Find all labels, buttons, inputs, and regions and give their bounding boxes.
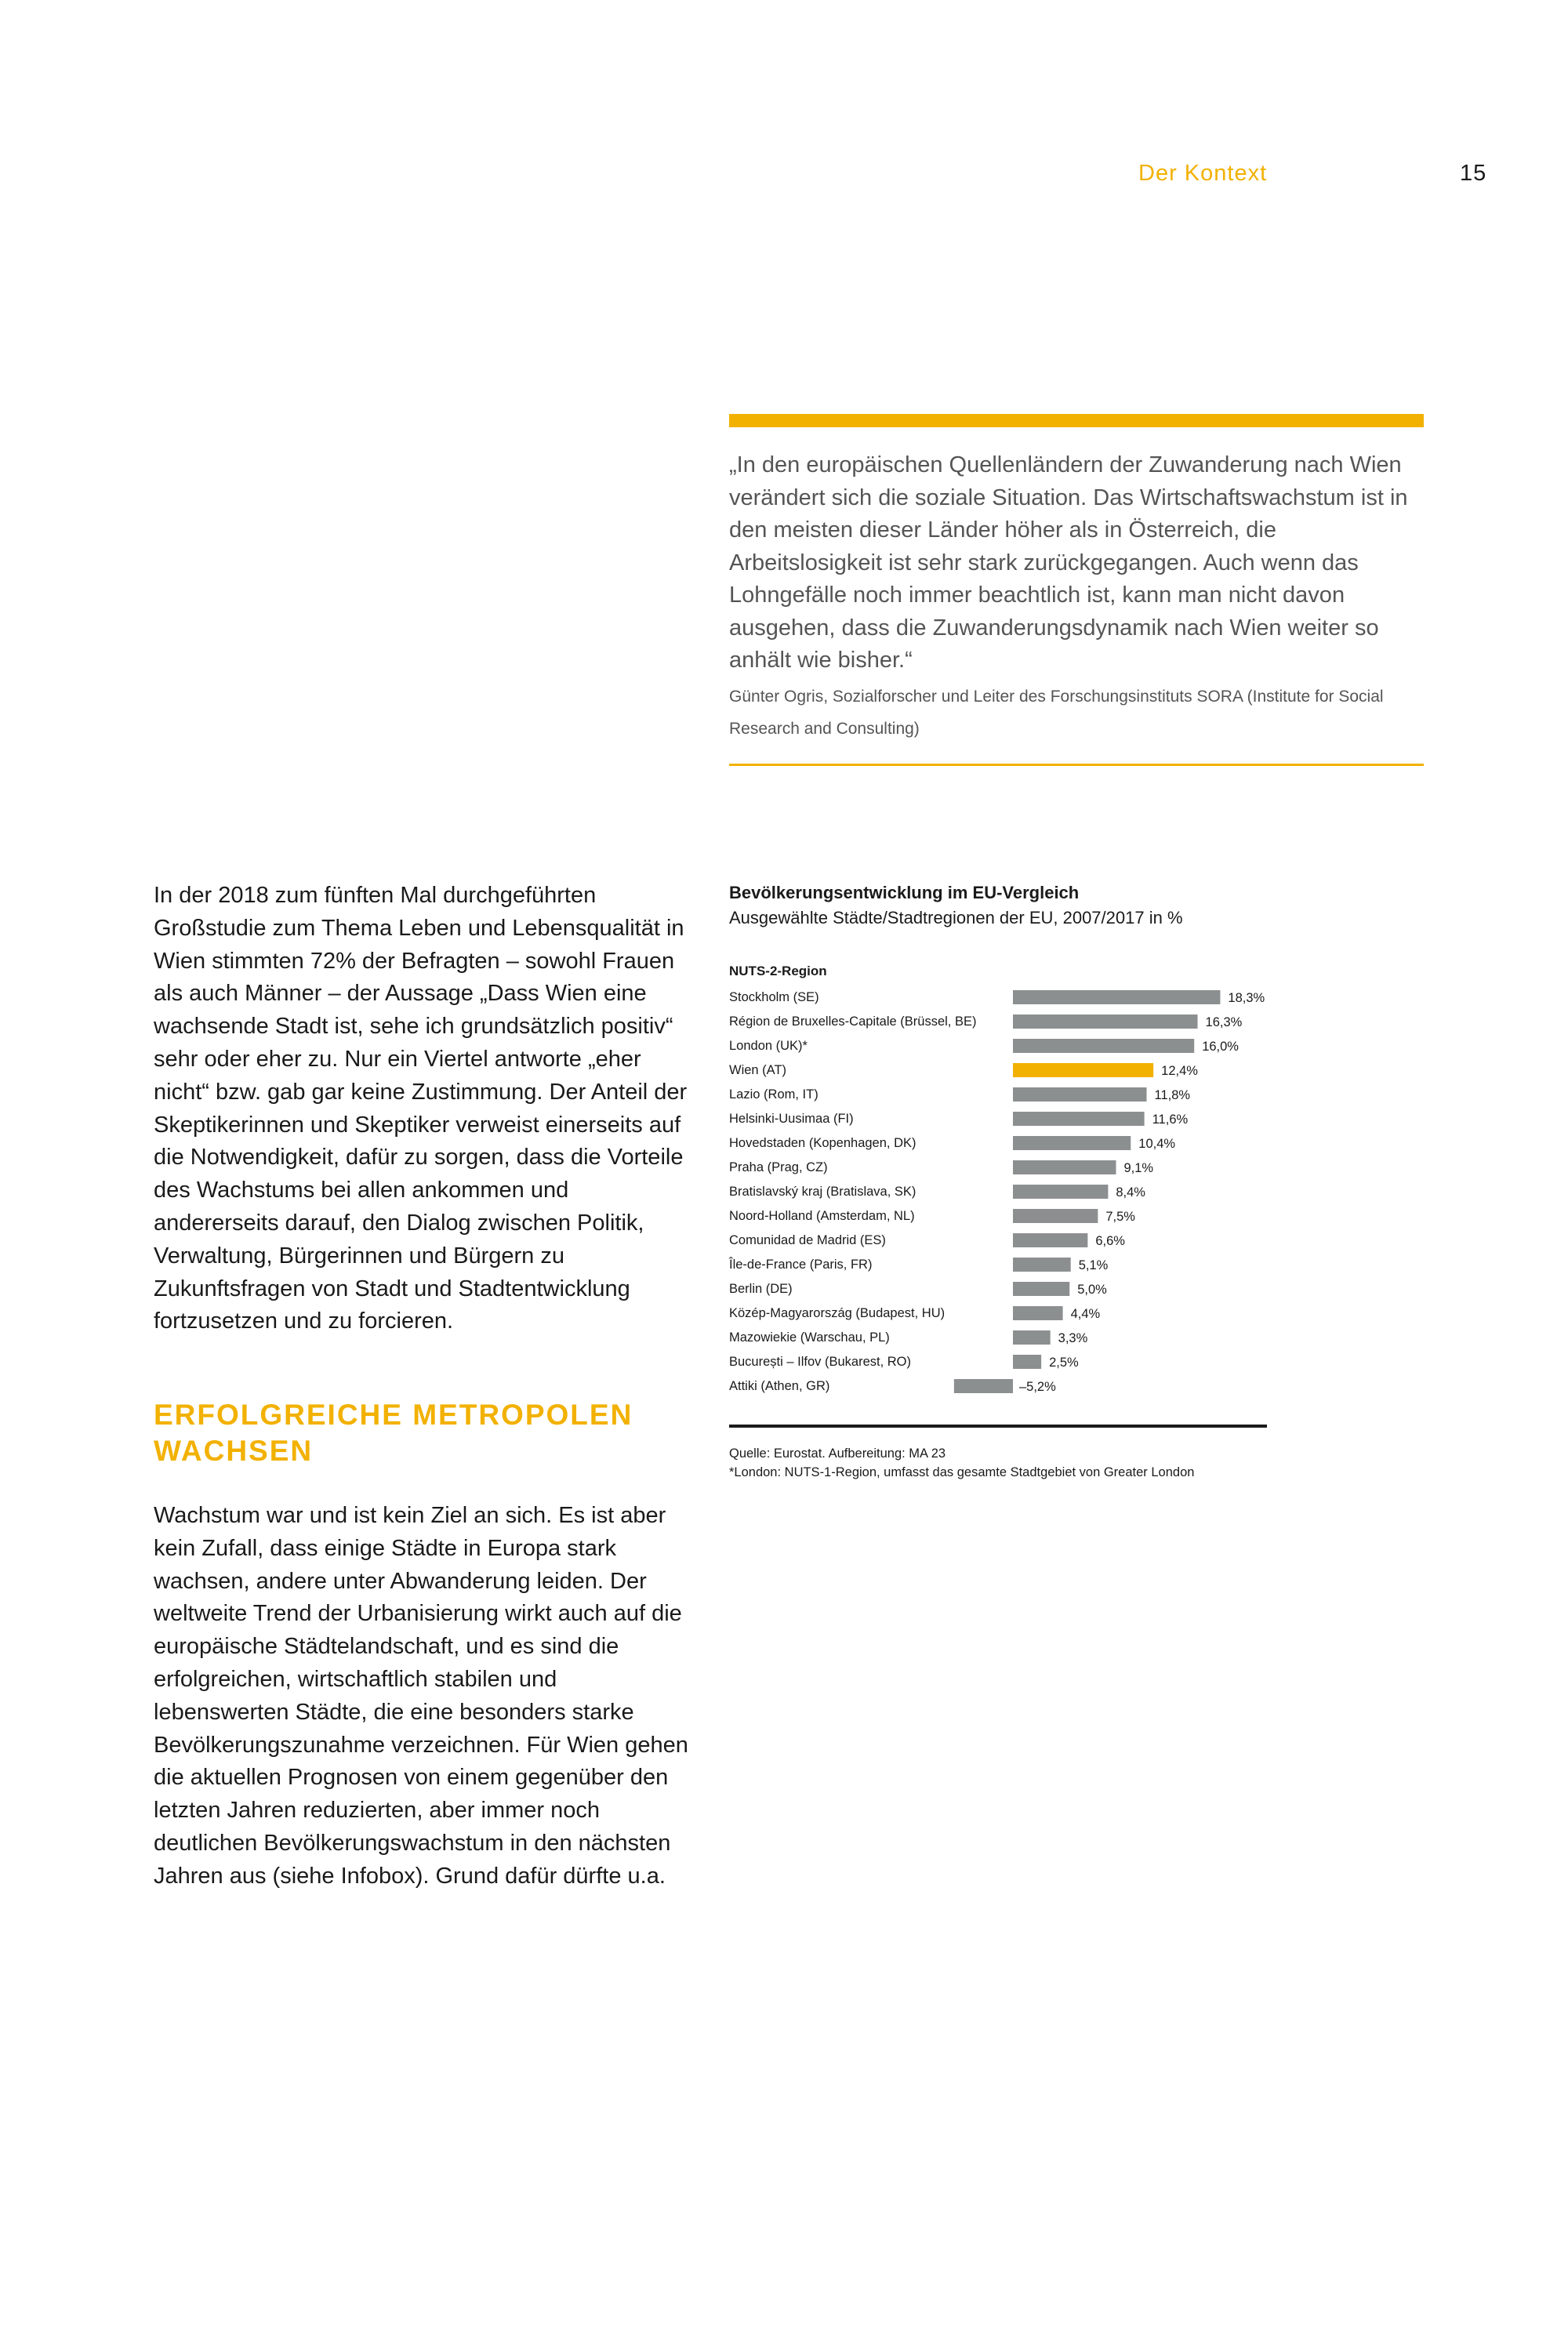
chart-category-12: Berlin (DE) xyxy=(729,1282,793,1296)
chart-category-9: Noord-Holland (Amsterdam, NL) xyxy=(729,1209,915,1223)
chart-category-4: Lazio (Rom, IT) xyxy=(729,1087,818,1102)
page-number: 15 xyxy=(1460,161,1487,186)
chart-subtitle: Ausgewählte Städte/Stadtregionen der EU, 2007/2017 in % xyxy=(729,908,1183,927)
chart-bar-8 xyxy=(1013,1185,1108,1199)
chart-bar-4 xyxy=(1013,1087,1147,1102)
chart-value-label-5: 11,6% xyxy=(1152,1112,1189,1127)
chart-value-label-6: 10,4% xyxy=(1138,1137,1176,1151)
chart-divider xyxy=(729,1425,1267,1428)
chart-bar-11 xyxy=(1013,1258,1071,1272)
chart-category-8: Bratislavský kraj (Bratislava, SK) xyxy=(729,1185,916,1199)
chart-value-label-16: –5,2% xyxy=(1019,1380,1056,1394)
bar-chart xyxy=(721,984,1286,1423)
chart-value-label-12: 5,0% xyxy=(1077,1283,1107,1297)
chart-bar-6 xyxy=(1013,1136,1131,1150)
chart-value-label-1: 16,3% xyxy=(1205,1015,1243,1029)
chart-category-7: Praha (Prag, CZ) xyxy=(729,1160,828,1174)
chart-category-16: Attiki (Athen, GR) xyxy=(729,1379,830,1393)
section-heading: ERFOLGREICHE METROPOLEN WACHSEN xyxy=(154,1399,633,1467)
chart-bar-7 xyxy=(1013,1160,1116,1174)
chart-category-11: Île-de-France (Paris, FR) xyxy=(729,1258,873,1272)
chart-category-5: Helsinki-Uusimaa (FI) xyxy=(729,1112,854,1126)
chart-category-3: Wien (AT) xyxy=(729,1063,787,1077)
body-paragraph-2: Wachstum war und ist kein Ziel an sich. Es ist aber kein Zufall, dass einige Städte in Europa stark wachsen, andere unter Abwanderung leiden. Der weltweite Trend der Urbanisierung wirkt auch auf die europäische Städtelandschaft, und es sind die erfolgreichen, wirtschaftlich stabilen und lebenswerten Städte, die eine besonders starke Bevölkerungszunahme verzeichnen. Für Wien gehen die aktuellen Prognosen von einem gegenüber den letzten Jahren reduzierten, aber immer noch deutlichen Bevölkerungswachstum in den nächsten Jahren aus (siehe Infobox). Grund dafür dürfte u.a. xyxy=(154,1503,688,1889)
chart-value-label-9: 7,5% xyxy=(1105,1210,1135,1224)
chart-bar-10 xyxy=(1013,1233,1087,1247)
chart-category-2: London (UK)* xyxy=(729,1039,808,1053)
pull-quote xyxy=(729,414,1424,766)
chart-value-label-15: 2,5% xyxy=(1049,1356,1079,1370)
chart-value-label-13: 4,4% xyxy=(1070,1307,1101,1321)
chart-value-label-2: 16,0% xyxy=(1202,1040,1239,1054)
body-paragraph-1: In der 2018 zum fünften Mal durchgeführten Großstudie zum Thema Leben und Lebensqualität in Wien stimmten 72% der Befragten – sowohl Frauen als auch Männer – der Aussage „Dass Wien eine wachsende Stadt ist, sehe ich grundsätzlich positiv“ sehr oder eher zu. Nur ein Viertel antworte „eher nicht“ bzw. gab gar keine Zustimmung. Der Anteil der Skeptikerinnen und Skeptiker verweist einerseits auf die Notwendigkeit, dafür zu sorgen, dass die Vorteile des Wachstums bei allen ankommen und andererseits darauf, den Dialog zwischen Politik, Verwaltung, Bürgerinnen und Bürgern zu Zukunftsfragen von Stadt und Stadtentwicklung fortzusetzen und zu forcieren. xyxy=(154,883,688,1334)
header-section-title: Der Kontext xyxy=(1138,161,1268,186)
chart-category-14: Mazowiekie (Warschau, PL) xyxy=(729,1330,890,1345)
chart-footnote: *London: NUTS-1-Region, umfasst das gesamte Stadtgebiet von Greater London xyxy=(729,1465,1195,1479)
chart-category-0: Stockholm (SE) xyxy=(729,990,819,1004)
chart-value-label-14: 3,3% xyxy=(1058,1331,1088,1345)
chart-title: Bevölkerungsentwicklung im EU-Vergleich xyxy=(729,883,1080,902)
chart-category-1: Région de Bruxelles-Capitale (Brüssel, BE) xyxy=(729,1014,977,1029)
chart-value-label-0: 18,3% xyxy=(1228,991,1265,1005)
chart-source-block xyxy=(729,1444,1194,1482)
chart-bar-13 xyxy=(1013,1306,1063,1320)
chart-bar-1 xyxy=(1013,1014,1198,1029)
quote-author: Günter Ogris, Sozialforscher und Leiter des Forschungsinstituts SORA (Institute for Social Research and Consulting) xyxy=(729,687,1384,738)
chart-bar-9 xyxy=(1013,1209,1098,1223)
chart-category-10: Comunidad de Madrid (ES) xyxy=(729,1233,886,1247)
quote-text: „In den europäischen Quellenländern der Zuwanderung nach Wien verändert sich die soziale Situation. Das Wirtschaftswachstum ist in den meisten dieser Länder höher als in Österreich, die Arbeitslosigkeit ist sehr stark zurückgegangen. Auch wenn das Lohngefälle noch immer beachtlich ist, kann man nicht davon ausgehen, dass die Zuwanderungsdynamik nach Wien weiter so anhält wie bisher.“ xyxy=(729,452,1408,673)
chart-bar-5 xyxy=(1013,1112,1145,1126)
chart-category-6: Hovedstaden (Kopenhagen, DK) xyxy=(729,1136,916,1150)
chart-bar-15 xyxy=(1013,1355,1041,1369)
chart-bar-3 xyxy=(1013,1063,1153,1077)
chart-source: Quelle: Eurostat. Aufbereitung: MA 23 xyxy=(729,1446,946,1461)
chart-bar-14 xyxy=(1013,1330,1051,1345)
chart-value-label-4: 11,8% xyxy=(1154,1088,1191,1102)
chart-category-label: NUTS-2-Region xyxy=(729,964,827,978)
chart-bar-0 xyxy=(1013,990,1220,1004)
chart-value-label-11: 5,1% xyxy=(1078,1258,1109,1272)
chart-category-15: București – Ilfov (Bukarest, RO) xyxy=(729,1355,911,1369)
chart-value-label-3: 12,4% xyxy=(1161,1064,1198,1078)
chart-bar-12 xyxy=(1013,1282,1069,1296)
chart-value-label-10: 6,6% xyxy=(1095,1234,1125,1248)
chart-bar-16 xyxy=(954,1379,1013,1393)
chart-value-label-7: 9,1% xyxy=(1123,1161,1154,1175)
chart-category-13: Közép-Magyarország (Budapest, HU) xyxy=(729,1306,946,1320)
chart-bar-2 xyxy=(1013,1039,1194,1053)
chart-header xyxy=(729,880,1278,931)
chart-value-label-8: 8,4% xyxy=(1116,1185,1145,1200)
